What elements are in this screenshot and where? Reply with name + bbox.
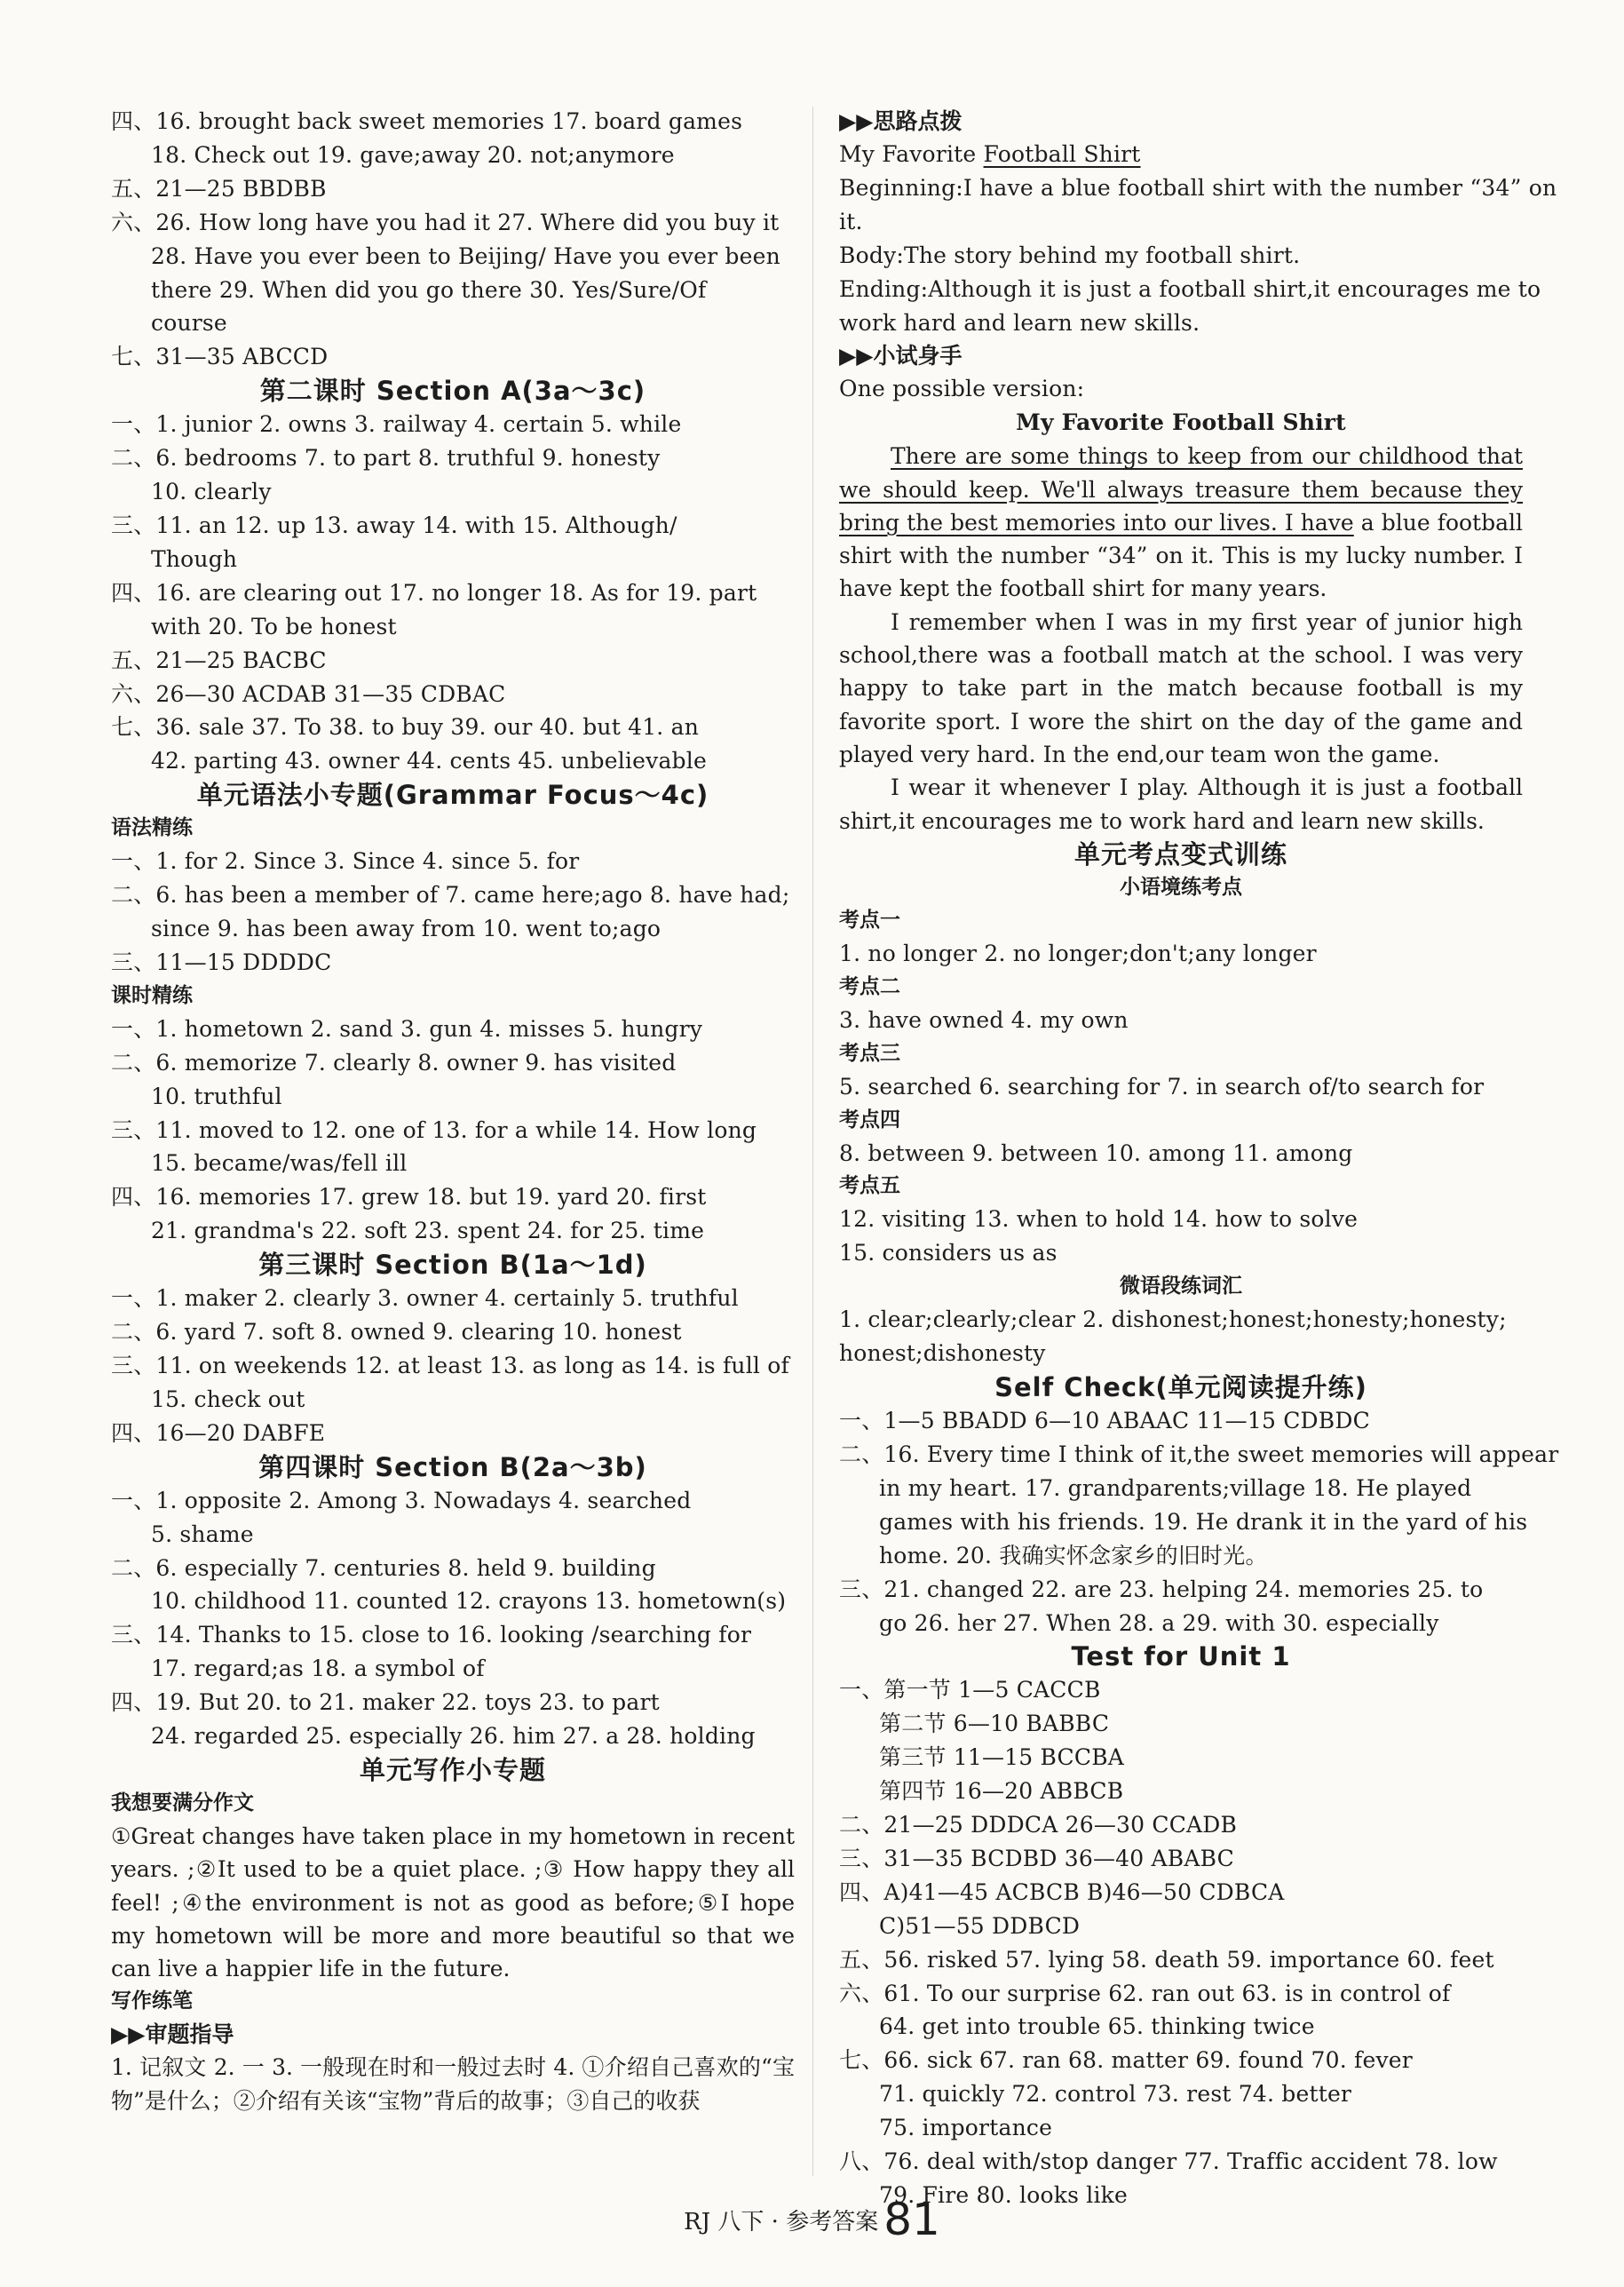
answer-line: 一、1. junior 2. owns 3. railway 4. certain 5. while	[111, 411, 682, 438]
answer-line: 15. considers us as	[839, 1240, 1058, 1267]
guide-answer: 1. 记叙文 2. 一 3. 一般现在时和一般过去时 4. ①介绍自己喜欢的“宝物”是什么；②介绍有关该“宝物”背后的故事；③自己的收获	[111, 2054, 795, 2114]
right-column	[839, 105, 1559, 2212]
sub-heading: 语法精练	[111, 816, 193, 840]
sub-heading: 我想要满分作文	[111, 1791, 254, 1815]
answer-line: 64. get into trouble 65. thinking twice	[879, 2013, 1315, 2040]
outline-line: it.	[839, 208, 863, 234]
answer-line: 15. became/was/fell ill	[151, 1150, 408, 1177]
answer-line: 三、31—35 BCDBD 36—40 ABABC	[839, 1845, 1234, 1871]
outline-line: Beginning:I have a blue football shirt with the number “34” on	[839, 174, 1557, 201]
answer-line: honest;dishonesty	[839, 1340, 1046, 1367]
answer-line: 二、6. has been a member of 7. came here;ago 8. have had;	[111, 882, 790, 909]
answer-line: 8. between 9. between 10. among 11. among	[839, 1140, 1353, 1166]
answer-line: 1. no longer 2. no longer;don't;any longer	[839, 940, 1317, 966]
answer-line: 三、11. an 12. up 13. away 14. with 15. Although/	[111, 512, 677, 538]
answer-line: 四、16. memories 17. grew 18. but 19. yard 20. first	[111, 1184, 707, 1211]
kaodian-label: 考点五	[839, 1174, 900, 1198]
answer-line: 21. grandma's 22. soft 23. spent 24. for 25. time	[151, 1218, 705, 1244]
outline-line: work hard and learn new skills.	[839, 309, 1200, 336]
answer-line: 10. clearly	[151, 479, 272, 505]
page-number: 81	[883, 2194, 940, 2245]
answer-line: 17. regard;as 18. a symbol of	[151, 1656, 485, 1682]
outline-line: Body:The story behind my football shirt.	[839, 242, 1301, 268]
answer-line: 三、11. moved to 12. one of 13. for a while 14. How long	[111, 1116, 757, 1143]
section-heading: 单元写作小专题	[359, 1754, 546, 1785]
section-heading: Test for Unit 1	[1071, 1641, 1291, 1672]
answer-line: in my heart. 17. grandparents;village 18. He played	[879, 1474, 1472, 1501]
triangle-icon: ▶▶	[839, 343, 874, 369]
triangle-icon: ▶▶	[839, 108, 874, 134]
page-footer	[0, 2194, 1624, 2245]
answer-line: course	[151, 310, 227, 337]
section-heading: 单元语法小专题(Grammar Focus～4c)	[196, 780, 709, 811]
answer-line: 三、14. Thanks to 15. close to 16. looking /searching for	[111, 1622, 752, 1648]
answer-line: 六、26—30 ACDAB 31—35 CDBAC	[111, 680, 506, 707]
answer-line: 二、21—25 DDDCA 26—30 CCADB	[839, 1812, 1238, 1838]
answer-line: 一、第一节 1—5 CACCB	[839, 1677, 1101, 1703]
answer-line: games with his friends. 19. He drank it in the yard of his	[879, 1508, 1528, 1535]
answer-line: 二、6. memorize 7. clearly 8. owner 9. has visited	[111, 1049, 677, 1076]
answer-line: 四、16. are clearing out 17. no longer 18. As for 19. part	[111, 579, 757, 606]
guide-heading: ▶▶小试身手	[839, 343, 963, 369]
section-heading: 单元考点变式训练	[1073, 838, 1287, 870]
sub-heading: 课时精练	[111, 983, 193, 1007]
answer-line: 10. childhood 11. counted 12. crayons 13. hometown(s)	[151, 1588, 787, 1615]
kaodian-label: 考点一	[839, 908, 900, 932]
answer-line: C)51—55 DDBCD	[879, 1912, 1081, 1939]
answer-line: 四、16. brought back sweet memories 17. board games	[111, 108, 743, 134]
answer-line: 75. importance	[879, 2115, 1053, 2141]
section-heading: 第四课时 Section B(2a～3b)	[258, 1451, 647, 1482]
answer-line: 第四节 16—20 ABBCB	[879, 1778, 1124, 1805]
answer-line: 一、1. for 2. Since 3. Since 4. since 5. for	[111, 848, 580, 875]
answer-line: 一、1—5 BBADD 6—10 ABAAC 11—15 CDBDC	[839, 1408, 1370, 1434]
answer-line: 28. Have you ever been to Beijing/ Have you ever been	[151, 242, 780, 269]
essay-paragraph: I wear it whenever I play. Although it is just a football shirt,it encourages me to work hard and learn new skills.	[839, 774, 1523, 834]
answer-line: 三、11—15 DDDDC	[111, 949, 332, 975]
answer-line: since 9. has been away from 10. went to;ago	[151, 916, 661, 942]
answer-line: 五、21—25 BBDBB	[111, 175, 327, 202]
outline-line: Ending:Although it is just a football shirt,it encourages me to	[839, 275, 1541, 302]
answer-line: 10. truthful	[151, 1083, 282, 1109]
essay-paragraph: I remember when I was in my first year of junior high school,there was a football match at the school. I was very happy to take part in the match because football is my favorite sport. I wore the shirt on the day of the game and played very hard. In the end,our team won the game.	[839, 608, 1523, 767]
answer-line: 三、11. on weekends 12. at least 13. as long as 14. is full of	[111, 1353, 789, 1378]
sub-heading: 小语境练考点	[1120, 875, 1242, 899]
answer-line: 一、1. hometown 2. sand 3. gun 4. misses 5. hungry	[111, 1015, 703, 1042]
answer-line: 第三节 11—15 BCCBA	[879, 1744, 1125, 1771]
answer-line: 12. visiting 13. when to hold 14. how to solve	[839, 1206, 1359, 1233]
answer-line: 四、16—20 DABFE	[111, 1419, 326, 1446]
answer-line: home. 20. 我确实怀念家乡的旧时光。	[879, 1542, 1268, 1568]
essay-paragraph: There are some things to keep from our childhood that we should keep. We'll always treasure them because they bring the best memories into our lives. I have a blue football shirt with the number “34” on it. This is my lucky number. I have kept the football shirt for many years.	[839, 443, 1523, 602]
model-sentences: ①Great changes have taken place in my hometown in recent years. ;②It used to be a quiet place. ;③ How happy they all feel! ;④the environment is not as good as before;⑤I hope my hometown will be more and more beautiful so that we can live a happier life in the future.	[111, 1822, 795, 1982]
section-heading: 第三课时 Section B(1a～1d)	[258, 1250, 647, 1281]
kaodian-label: 考点二	[839, 974, 900, 998]
essay-title: My Favorite Football Shirt	[1016, 409, 1346, 436]
answer-line: 第二节 6—10 BABBC	[879, 1711, 1110, 1737]
outline-title: My Favorite Football Shirt	[839, 141, 1141, 167]
answer-line: 二、6. yard 7. soft 8. owned 9. clearing 10. honest	[111, 1319, 682, 1346]
answer-line: 四、19. But 20. to 21. maker 22. toys 23. to part	[111, 1689, 660, 1716]
answer-line: 一、1. opposite 2. Among 3. Nowadays 4. searched	[111, 1487, 692, 1513]
answer-line: 七、31—35 ABCCD	[111, 344, 329, 370]
kaodian-label: 考点四	[839, 1108, 900, 1132]
answer-line: 六、61. To our surprise 62. ran out 63. is in control of	[839, 1980, 1451, 2006]
answer-line: 二、6. bedrooms 7. to part 8. truthful 9. honesty	[111, 445, 661, 472]
answer-line: there 29. When did you go there 30. Yes/Sure/Of	[151, 276, 707, 303]
left-column	[111, 105, 795, 2117]
answer-line: 71. quickly 72. control 73. rest 74. better	[879, 2081, 1352, 2108]
answer-line: 八、76. deal with/stop danger 77. Traffic accident 78. low	[839, 2148, 1498, 2175]
answer-line: 七、66. sick 67. ran 68. matter 69. found 70. fever	[839, 2047, 1413, 2074]
answer-line: 15. check out	[151, 1386, 305, 1412]
answer-line: 5. searched 6. searching for 7. in search of/to search for	[839, 1073, 1485, 1100]
column-divider	[812, 107, 813, 2176]
triangle-icon: ▶▶	[111, 2021, 146, 2048]
answer-line: 1. clear;clearly;clear 2. dishonest;honest;honesty;honesty;	[839, 1306, 1507, 1333]
answer-line: with 20. To be honest	[151, 613, 397, 639]
answer-line: 二、6. especially 7. centuries 8. held 9. building	[111, 1554, 656, 1581]
answer-line: 五、21—25 BACBC	[111, 647, 327, 673]
answer-line: 二、16. Every time I think of it,the sweet memories will appear	[839, 1441, 1559, 1467]
answer-line: 五、56. risked 57. lying 58. death 59. importance 60. feet	[839, 1946, 1494, 1973]
footer-label: RJ 八下 · 参考答案	[684, 2209, 879, 2235]
answer-line: go 26. her 27. When 28. a 29. with 30. especially	[879, 1609, 1439, 1636]
sub-heading: 微语段练词汇	[1120, 1275, 1242, 1298]
sub-heading: 写作练笔	[111, 1989, 193, 2013]
section-heading: Self Check(单元阅读提升练)	[994, 1372, 1367, 1403]
guide-heading: ▶▶思路点拨	[839, 108, 963, 134]
answer-line: 42. parting 43. owner 44. cents 45. unbelievable	[151, 748, 707, 774]
section-heading: 第二课时 Section A(3a～3c)	[259, 376, 646, 407]
answer-line: 18. Check out 19. gave;away 20. not;anymore	[151, 141, 675, 168]
answer-line: 24. regarded 25. especially 26. him 27. a 28. holding	[151, 1723, 756, 1750]
answer-line: 六、26. How long have you had it 27. Where did you buy it	[111, 209, 780, 235]
answer-line: 3. have owned 4. my own	[839, 1006, 1129, 1033]
answer-line: 四、A)41—45 ACBCB B)46—50 CDBCA	[839, 1878, 1285, 1905]
answer-line: 一、1. maker 2. clearly 3. owner 4. certainly 5. truthful	[111, 1285, 739, 1312]
guide-heading: ▶▶审题指导	[111, 2021, 234, 2048]
answer-line: 5. shame	[151, 1521, 254, 1547]
kaodian-label: 考点三	[839, 1041, 900, 1065]
answer-line: 79. Fire 80. looks like	[879, 2182, 1129, 2208]
answer-line: 三、21. changed 22. are 23. helping 24. memories 25. to	[839, 1576, 1484, 1602]
version-label: One possible version:	[839, 376, 1085, 402]
answer-line: Though	[151, 545, 238, 572]
answer-line: 七、36. sale 37. To 38. to buy 39. our 40. but 41. an	[111, 714, 700, 741]
